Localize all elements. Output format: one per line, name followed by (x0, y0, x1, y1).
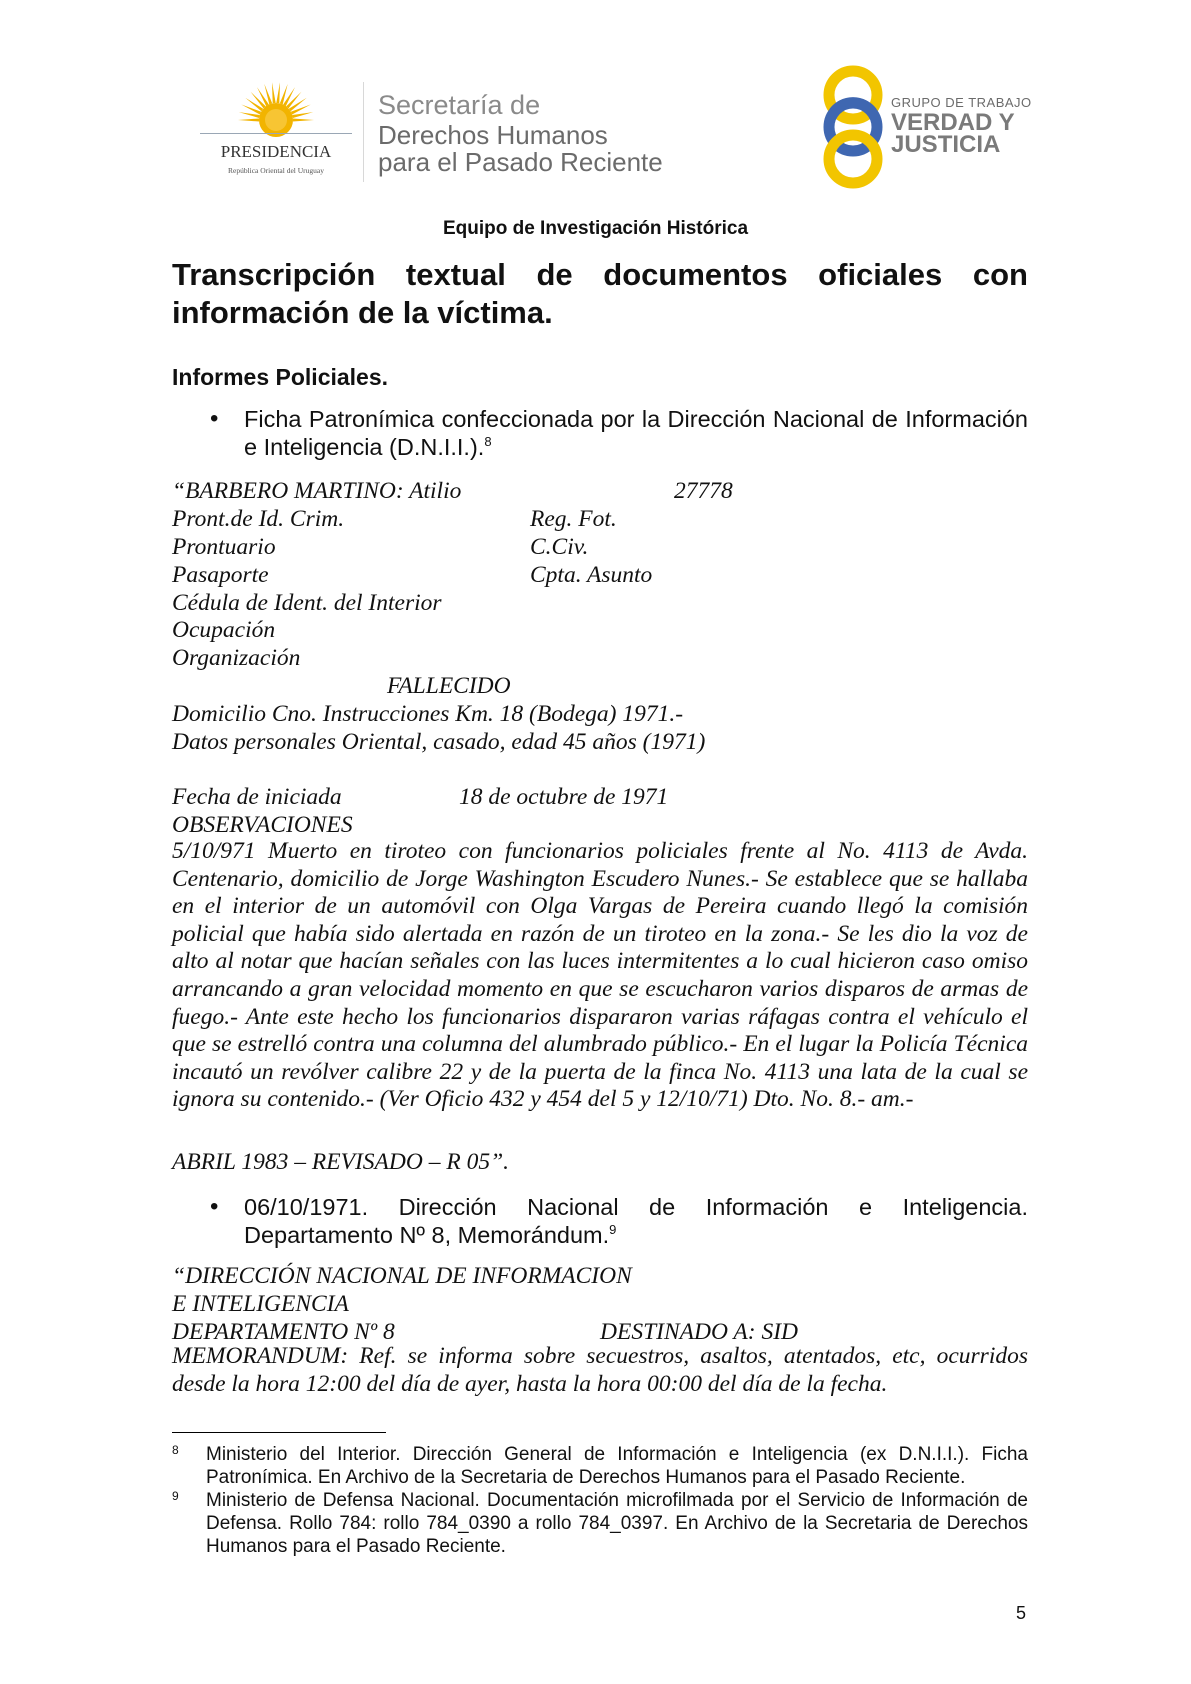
page-number: 5 (1016, 1603, 1027, 1623)
presidencia-sun-logo (196, 78, 356, 186)
bullet-marker-2: • (210, 1193, 219, 1220)
ficha-revisado: ABRIL 1983 – REVISADO – R 05”. (172, 1149, 510, 1175)
ficha-label-ocupacion: Ocupación (172, 617, 276, 643)
bullet-item-1-text: Ficha Patronímica confeccionada por la Dirección Nacional de Información e Inteligencia (D.N.I.I.). (244, 406, 1028, 460)
sun-ray (238, 119, 259, 122)
sun-ray (239, 112, 260, 118)
footnote-ref-9[interactable]: 9 (609, 1222, 617, 1238)
ficha-observaciones-text: 5/10/971 Muerto en tiroteo con funcionarios policiales frente al No. 4113 de Avda. Centenario, domicilio de Jorge Washington Escudero Nunes.- Se establece que se hallaba en el interior de un automóvil con Olga Vargas de Pereira cuando llegó la comisión policial que había sido alertada en razón de un tiroteo en la zona.- Se les dio la voz de alto al notar que hacían señales con las luces intermitentes a lo cual hicieron caso omiso arrancando a gran velocidad momento en que se escucharon varios disparos de armas de fuego.- Ante este hecho los funcionarios dispararon varias ráfagas contra el vehículo el que se estrelló contra una columna del alumbrado público.- En el lugar la Policía Técnica incautó un revólver calibre 22 y de la puerta de la finca No. 4113 una lata de la cual se ignora su contenido.- (Ver Oficio 432 y 454 del 5 y 12/10/71) Dto. No. 8.- am.- (172, 838, 1028, 1113)
sun-ray (257, 87, 269, 106)
bullet-item-2 (244, 1193, 1028, 1249)
secretaria-line-3: para el Pasado Reciente (378, 147, 663, 177)
footnote-8-text: Ministerio del Interior. Dirección General de Información e Inteligencia (ex D.N.I.I.). Ficha Patronímica. En Archivo de la Secretaria de Derechos Humanos para el Pasado Reciente. (206, 1444, 1028, 1488)
page-title: Transcripción textual de documentos oficiales con información de la víctima. (172, 257, 1028, 330)
ficha-number: 27778 (674, 478, 733, 504)
ficha-label-prontuario: Prontuario (172, 534, 276, 560)
memo-destinado: DESTINADO A: SID (600, 1319, 798, 1345)
ficha-label-cpta: Cpta. Asunto (530, 562, 653, 588)
bullet-item-2-text: 06/10/1971. Dirección Nacional de Información e Inteligencia. Departamento Nº 8, Memorándum. (244, 1194, 1028, 1248)
verdad-justicia-rings-logo (812, 62, 894, 192)
bullet-item-1 (244, 405, 1028, 461)
sun-ray (272, 82, 276, 103)
memo-text: MEMORANDUM: Ref. se informa sobre secuestros, asaltos, atentados, etc, ocurridos desde la hora 12:00 del día de ayer, hasta la hora 00:00 del día de la fecha. (172, 1343, 1028, 1397)
ficha-fallecido: FALLECIDO (387, 673, 511, 699)
vyj-line-1: GRUPO DE TRABAJO (891, 95, 1032, 110)
secretaria-line-2: Derechos Humanos (378, 120, 608, 150)
memo-departamento: DEPARTAMENTO Nº 8 (172, 1319, 395, 1345)
ficha-label-organizacion: Organización (172, 645, 301, 671)
ficha-label-cedula: Cédula de Ident. del Interior (172, 590, 442, 616)
sun-ray (276, 82, 280, 103)
footnote-8-number: 8 (172, 1443, 179, 1457)
footnote-ref-8[interactable]: 8 (484, 434, 492, 450)
ficha-observaciones: OBSERVACIONES (172, 812, 353, 838)
ficha-fecha-value: 18 de octubre de 1971 (459, 784, 669, 810)
presidencia-subtext: República Oriental del Uruguay (227, 166, 325, 175)
presidencia-text: PRESIDENCIA (220, 142, 332, 161)
sun-ray (292, 112, 313, 118)
footnote-9-text: Ministerio de Defensa Nacional. Documentación microfilmada por el Servicio de Información de Defensa. Rollo 784: rollo 784_0390 a rollo 784_0397. En Archivo de la Secretaria de Derechos Humanos para el Pasado Reciente. (206, 1490, 1028, 1557)
ficha-label-regfot: Reg. Fot. (530, 506, 617, 532)
section-heading: Informes Policiales. (172, 364, 389, 390)
ficha-label-pront: Pront.de Id. Crim. (172, 506, 345, 532)
secretaria-line-1: Secretaría de (378, 90, 541, 120)
team-heading: Equipo de Investigación Histórica (442, 218, 749, 239)
vyj-line-3: JUSTICIA (891, 131, 1001, 158)
footnote-separator (172, 1432, 386, 1433)
ficha-domicilio: Domicilio Cno. Instrucciones Km. 18 (Bodega) 1971.- (172, 701, 684, 727)
memo-line-2: E INTELIGENCIA (172, 1291, 349, 1317)
ficha-label-cciv: C.Civ. (530, 534, 589, 560)
vyj-line-2: VERDAD Y (891, 109, 1015, 136)
ficha-fecha-label: Fecha de iniciada (172, 784, 342, 810)
header-divider (363, 82, 364, 182)
footnote-9-number: 9 (172, 1489, 179, 1503)
bullet-marker-1: • (210, 405, 219, 432)
ficha-label-pasaporte: Pasaporte (172, 562, 269, 588)
sun-ray (283, 87, 295, 106)
memo-line-1: “DIRECCIÓN NACIONAL DE INFORMACION (172, 1263, 632, 1289)
ficha-name: “BARBERO MARTINO: Atilio (172, 478, 462, 504)
ficha-datos: Datos personales Oriental, casado, edad 45 años (1971) (172, 729, 706, 755)
sun-ray (293, 119, 314, 122)
